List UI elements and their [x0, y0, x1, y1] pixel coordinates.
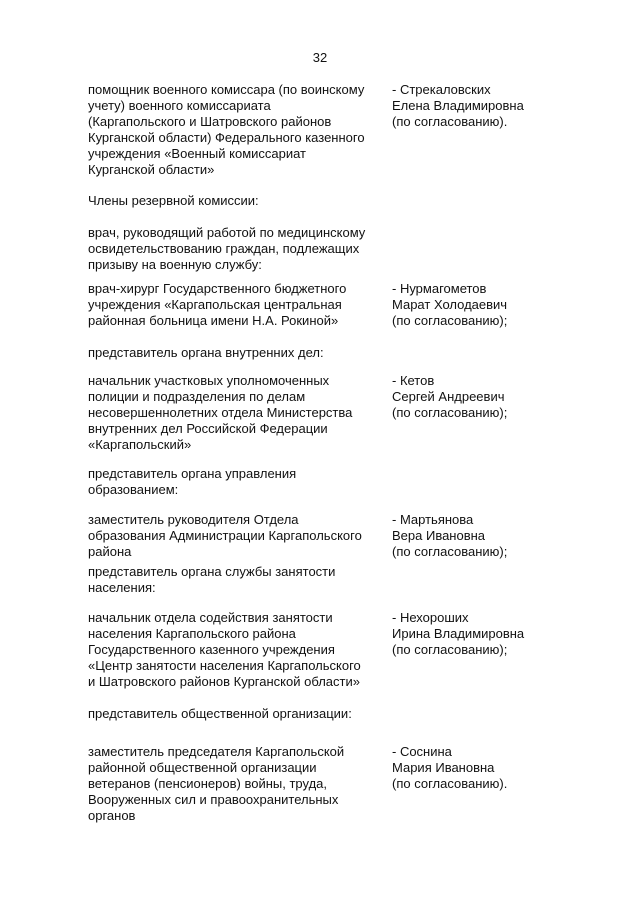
employment-heading: представитель органа службы занятости населения: [88, 564, 336, 595]
military-commissar-assistant-person: - Стрекаловских Елена Владимировна (по согласованию). [392, 82, 524, 129]
page-number: 32 [312, 50, 328, 65]
internal-affairs-heading: представитель органа внутренних дел: [88, 345, 324, 360]
surgeon-position: врач-хирург Государственного бюджетного учреждения «Каргапольская центральная районная больница имени Н.А. Рокиной» [88, 281, 347, 328]
education-deputy-position: заместитель руководителя Отдела образования Администрации Каргапольского района [88, 512, 362, 559]
public-org-heading: представитель общественной организации: [88, 706, 352, 721]
doctor-heading: врач, руководящий работой по медицинскому освидетельствованию граждан, подлежащих призыву на военную службу: [88, 225, 366, 272]
veterans-deputy-person: - Соснина Мария Ивановна (по согласованию). [392, 744, 508, 791]
education-heading: представитель органа управления образованием: [88, 466, 297, 497]
police-chief-person: - Кетов Сергей Андреевич (по согласованию); [392, 373, 508, 420]
employment-chief-person: - Нехороших Ирина Владимировна (по согласованию); [392, 610, 525, 657]
military-commissar-assistant-position: помощник военного комиссара (по воинскому учету) военного комиссариата (Каргапольского и Шатровского районов Курганской области) Федерального казенного учреждения «Военный комиссариат Курганской области» [88, 82, 365, 177]
police-chief-position: начальник участковых уполномоченных полиции и подразделения по делам несовершеннолетних отдела Министерства внутренних дел Российской Федерации «Каргапольский» [88, 373, 353, 452]
surgeon-person: - Нурмагометов Марат Холодаевич (по согласованию); [392, 281, 508, 328]
employment-chief-position: начальник отдела содействия занятости населения Каргапольского района Государственного казенного учреждения «Центр занятости населения Каргапольского и Шатровского районов Курганской области» [88, 610, 361, 689]
reserve-members-heading: Члены резервной комиссии: [88, 193, 259, 208]
veterans-deputy-position: заместитель председателя Каргапольской районной общественной организации ветеранов (пенсионеров) войны, труда, Вооруженных сил и правоохранительных органов [88, 744, 345, 823]
education-deputy-person: - Мартьянова Вера Ивановна (по согласованию); [392, 512, 508, 559]
